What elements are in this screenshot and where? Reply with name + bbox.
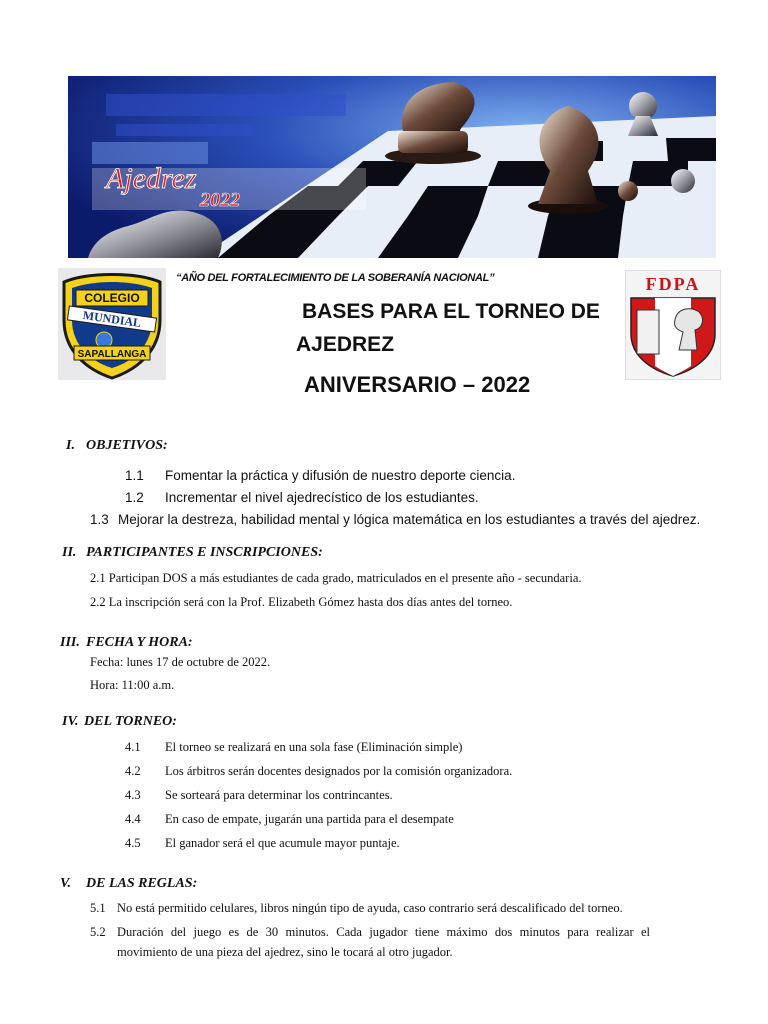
item-text: Los árbitros serán docentes designados por la comisión organizadora. [165,764,513,778]
list-item [125,740,462,755]
item-text: Se sorteará para determinar los contrincantes. [165,788,393,802]
chess-banner-image [68,76,716,258]
item-text: El ganador será el que acumule mayor puntaje. [165,836,400,850]
item-number: 5.2 [90,925,106,939]
list-item: 2.1 Participan DOS a más estudiantes de cada grado, matriculados en el presente año - secundaria. [90,571,582,585]
section-heading-reglas [60,876,197,892]
item-number: 4.2 [125,764,141,778]
list-item [125,490,479,505]
banner-overlay-box [92,142,208,164]
item-number: 4.5 [125,836,141,850]
list-item [125,764,512,779]
item-text-continued: movimiento de una pieza del ajedrez, sino le tocará al otro jugador. [117,945,453,959]
item-number: 5.1 [90,901,106,915]
item-text: El torneo se realizará en una sola fase (Eliminación simple) [165,740,463,754]
school-logo-bottom-text: SAPALLANGA [77,349,147,360]
list-item [125,836,400,851]
list-item [90,512,700,527]
section-title: DE LAS REGLAS: [86,876,198,891]
item-number: 1.3 [90,512,109,527]
list-item [90,925,650,960]
section-heading-fecha [60,635,193,651]
school-logo-middle-text: MUNDIAL [81,307,143,331]
section-number: II. [62,545,77,560]
section-number: III. [60,635,80,650]
motto: “AÑO DEL FORTALECIMIENTO DE LA SOBERANÍA NACIONAL” [176,272,495,284]
section-number: IV. [62,714,79,729]
fdpa-logo-text: FDPA [645,274,701,294]
item-number: 4.3 [125,788,141,802]
item-text: Incrementar el nivel ajedrecístico de los estudiantes. [165,490,479,505]
banner-logo-year: 2022 [200,189,240,211]
banner-overlay-box [116,124,254,136]
section-heading-objetivos [66,438,168,454]
banner-overlay-box [106,94,346,116]
list-item [90,901,623,916]
section-heading-torneo [62,714,177,730]
list-item [125,812,454,827]
section-title: DEL TORNEO: [84,714,177,729]
item-number: 4.1 [125,740,141,754]
section-heading-participantes [62,545,323,561]
school-logo [58,268,166,380]
banner-logo-text: Ajedrez [106,162,197,195]
item-text: En caso de empate, jugarán una partida para el desempate [165,812,454,826]
date-line: Fecha: lunes 17 de octubre de 2022. [90,655,271,669]
list-item [125,468,515,483]
document-title-line1: BASES PARA EL TORNEO DE [302,300,600,323]
section-title: OBJETIVOS: [86,438,168,453]
section-title: FECHA Y HORA: [86,635,193,650]
item-number: 1.2 [125,490,144,505]
item-text: Fomentar la práctica y difusión de nuestro deporte ciencia. [165,468,516,483]
item-text: Mejorar la destreza, habilidad mental y lógica matemática en los estudiantes a través del ajedrez. [118,512,701,527]
item-number: 4.4 [125,812,141,826]
document-title-line2: AJEDREZ [296,333,395,356]
item-text: No está permitido celulares, libros ningún tipo de ayuda, caso contrario será descalificado del torneo. [117,901,623,915]
item-number: 1.1 [125,468,144,483]
time-line: Hora: 11:00 a.m. [90,678,175,692]
section-number: I. [66,438,75,453]
list-item: 2.2 La inscripción será con la Prof. Elizabeth Gómez hasta dos días antes del torneo. [90,595,513,609]
section-title: PARTICIPANTES E INSCRIPCIONES: [86,545,323,560]
list-item [125,788,393,803]
section-number: V. [60,876,72,891]
document-title-line3: ANIVERSARIO – 2022 [304,372,531,397]
fdpa-logo [625,270,721,380]
item-text: Duración del juego es de 30 minutos. Cada jugador tiene máximo dos minutos para realizar el [117,925,650,939]
school-logo-top-text: COLEGIO [84,291,140,305]
